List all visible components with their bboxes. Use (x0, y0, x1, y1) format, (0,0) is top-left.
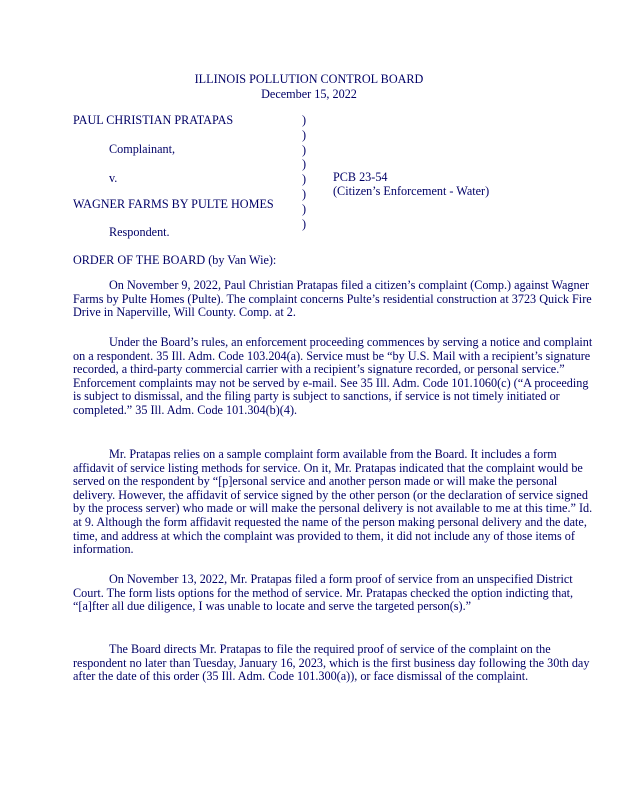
paragraph-3-text: Mr. Pratapas relies on a sample complaint form available from the Board. It includes a form affidavit of service listing methods for service. On it, Mr. Pratapas indicated that the complaint would be served on the respondent by “[p]ersonal service and another person made or will make the personal delivery. However, the affidavit of service signed by the other person (or the declaration of service signed by the process server) who made or will make the personal delivery is not available to me at this time.” Id. at 9. Although the form affidavit requested the name of the person making personal delivery and the date, time, and address at which the complaint was provided to them, it did not include any of those items of information. (73, 447, 593, 557)
case-type: (Citizen’s Enforcement - Water) (333, 184, 490, 198)
caption-paren: ) (302, 201, 307, 216)
versus-label: v. (109, 171, 118, 185)
paragraph-4 (73, 573, 599, 614)
respondent-name: WAGNER FARMS BY PULTE HOMES (73, 197, 274, 211)
paragraph-2-text: Under the Board’s rules, an enforcement proceeding commences by serving a notice and complaint on a respondent. 35 Ill. Adm. Code 103.204(a). Service must be “by U.S. Mail with a recipient’s signature recorded, a third-party commercial carrier with a recipient’s signature recorded, or personal service.” Enforcement complaints may not be served by e-mail. See 35 Ill. Adm. Code 101.1060(c) (“A proceeding is subject to dismissal, and the filing party is subject to sanctions, if service is not timely initiated or completed.” 35 Ill. Adm. Code 101.304(b)(4). (73, 335, 593, 417)
order-date: December 15, 2022 (261, 87, 357, 101)
respondent-role: Respondent. (109, 225, 170, 239)
paragraph-2 (73, 336, 599, 418)
caption-paren: ) (302, 113, 307, 127)
caption-paren: ) (302, 157, 307, 172)
paragraph-4-text: On November 13, 2022, Mr. Pratapas filed a form proof of service from an unspecified District Court. The form lists options for the method of service. Mr. Pratapas checked the option indicting that, “[a]fter all due diligence, I was unable to locate and serve the targeted person(s).” (73, 572, 574, 614)
complainant-name: PAUL CHRISTIAN PRATAPAS (73, 113, 234, 127)
order-heading: ORDER OF THE BOARD (by Van Wie): (73, 253, 277, 267)
paragraph-5 (73, 643, 599, 684)
caption-parentheses (302, 114, 312, 232)
complainant-role: Complainant, (109, 142, 176, 156)
board-name: ILLINOIS POLLUTION CONTROL BOARD (194, 72, 424, 86)
caption-paren: ) (302, 216, 307, 231)
paragraph-5-text: The Board directs Mr. Pratapas to file the required proof of service of the complaint on the respondent no later than Tuesday, January 16, 2023, which is the first business day following the 30th day after the date of this order (35 Ill. Adm. Code 101.300(a)), or face dismissal of the complaint. (73, 642, 590, 684)
caption-paren: ) (302, 142, 307, 157)
paragraph-3 (73, 448, 599, 557)
case-number: PCB 23-54 (333, 170, 388, 184)
caption-paren: ) (302, 172, 307, 187)
caption-paren: ) (302, 186, 307, 201)
caption-paren: ) (302, 127, 307, 142)
paragraph-1-text: On November 9, 2022, Paul Christian Pratapas filed a citizen’s complaint (Comp.) against Wagner Farms by Pulte Homes (Pulte). The complaint concerns Pulte’s residential construction at 3723 Quick Fire Drive in Naperville, Will County. Comp. at 2. (73, 278, 592, 320)
paragraph-1 (73, 279, 599, 320)
